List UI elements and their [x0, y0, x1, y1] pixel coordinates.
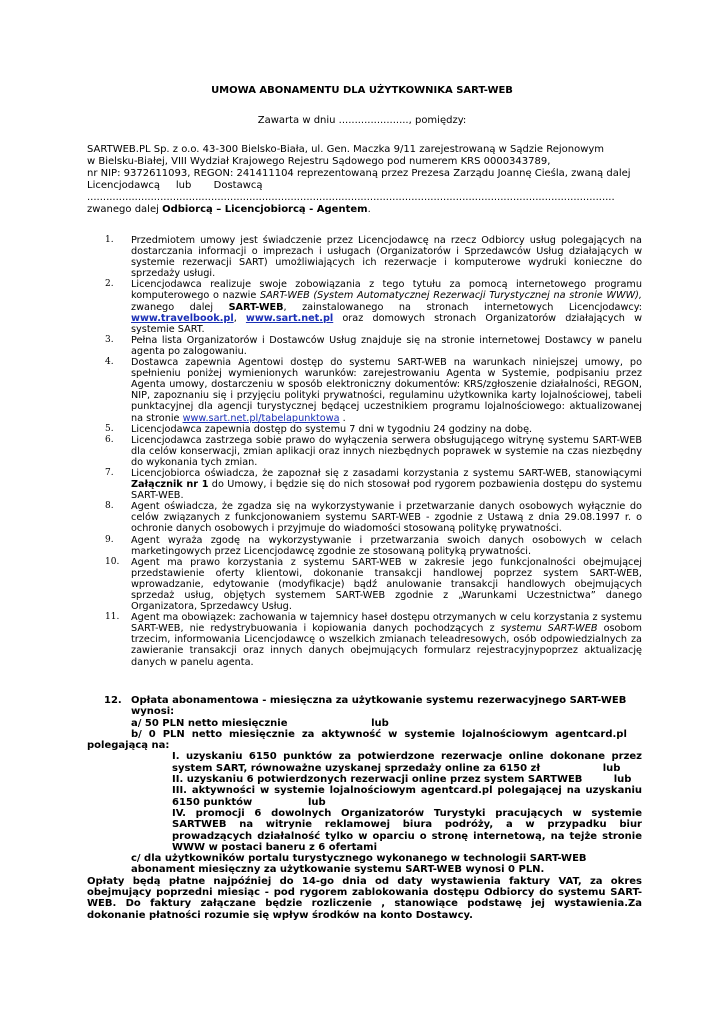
item-number: 10.	[105, 556, 120, 567]
item-number: 2.	[105, 279, 114, 290]
parties-section	[87, 144, 640, 216]
intro-line: nr NIP: 9372611093, REGON: 241411104 reprezentowaną przez Prezesa Zarządu Joannę Cieśla, zwaną dalej	[87, 168, 631, 179]
item-number: 6.	[105, 434, 114, 445]
list-item: 5. Licencjodawca zapewnia dostęp do systemu 7 dni w tygodniu 24 godziny na dobę.	[105, 423, 533, 435]
item-number: 1.	[105, 235, 114, 245]
travelbook-link[interactable]: www.travelbook.pl	[131, 312, 234, 324]
list-item: 2. Licencjodawca realizuje swoje zobowiązania z tego tytułu za pomocą internetowego programu komputerowego o nazwie SART-WEB (System Automatycznej Rezerwacji Turystycznej na stronie WWW), zwanego dalej SART-WEB, zainstalowanego na stronach internetowych Licencjodawcy: www.travelbook.pl, www.sart.net.pl oraz domowych stronach Organizatorów działających w systemie SART.	[105, 279, 643, 335]
item-number: 5.	[105, 423, 114, 434]
document-subtitle: Zawarta w dniu ......................, pomiędzy:	[257, 115, 467, 126]
blank-fill-line: ......................................................................................................................................................................	[87, 192, 615, 203]
fee-option-c: c/ dla użytkowników portalu turystycznego wykonanego w technologii SART-WEB	[131, 853, 587, 865]
list-item: 3. Pełna lista Organizatorów i Dostawców Usług znajduje się na stronie internetowej Dostawcy w panelu agenta po zalogowaniu.	[105, 334, 642, 357]
condition-2: II. uzyskaniu 6 potwierdzonych rezerwacji online przez system SARTWEB lub	[172, 774, 632, 786]
clauses-list	[87, 235, 642, 668]
fee-option-b: b/ 0 PLN netto miesięcznie za aktywność w systemie lojalnościowym agentcard.pl	[131, 728, 627, 740]
list-item	[87, 695, 642, 718]
list-item: 6. Licencjodawca zastrzega sobie prawo do wyłączenia serwera obsługującego witrynę systemu SART-WEB dla celów konserwacji, zmian aplikacji oraz innych niezbędnych poprawek w systemie na czas niezbędny do wykonania tych zmian.	[105, 434, 642, 468]
list-item: 11. Agent ma obowiązek: zachowania w tajemnicy haseł dostępu otrzymanych w celu korzystania z systemu SART-WEB, nie redystrybuowania i kopiowania danych pochodzących z systemu SART-WEB osobom trzecim, informowania Licencjodawcę o wszelkich zmianach teleadresowych, osób odpowiedzialnych za zawieranie transakcji oraz innych danych obejmujących formularz rejestracyjnypoprzez aktualizację danych w panelu agenta.	[105, 612, 642, 668]
fee-option-c-cont: abonament miesięczny za użytkowanie systemu SART-WEB wynosi 0 PLN.	[131, 864, 545, 876]
document-title: UMOWA ABONAMENTU DLA UŻYTKOWNIKA SART-WEB	[211, 85, 513, 96]
fees-section	[87, 695, 646, 921]
agent-role: Odbiorcą – Licencjobiorcą - Agentem	[162, 204, 368, 215]
list-item: 7. Licencjobiorca oświadcza, że zapoznał się z zasadami korzystania z systemu SART-WEB, stanowiącymi Załącznik nr 1 do Umowy, i będzie się do nich stosował pod rygorem pozbawienia dostępu do systemu SART-WEB.	[105, 467, 642, 502]
list-item: 10. Agent ma prawo korzystania z systemu SART-WEB w zakresie jego funkcjonalności obejmującej przedstawienie oferty klientowi, dokonanie transakcji handlowej poprzez system SART-WEB, wprowadzanie, edytowanie (modyfikacje) bądź anulowanie transakcji handlowych obejmujących sprzedaż usług, objętych systemem SART-WEB zgodnie z „Warunkami Uczestnictwa” danego Organizatora, Sprzedawcy Usług.	[105, 556, 642, 613]
fees-heading: Opłata abonamentowa - miesięczna za użytkowanie systemu rezerwacyjnego SART-WEB wynosi:	[131, 695, 627, 718]
intro-line: Licencjodawcą lub Dostawcą	[87, 180, 263, 191]
list-item: 8. Agent oświadcza, że zgadza się na wykorzystywanie i przetwarzanie danych osobowych wyłącznie do celów związanych z funkcjonowaniem systemu SART-WEB - zgodnie z Ustawą z dnia 29.08.1997 r. o ochronie danych osobowych i przyjmuje do wiadomości stosowaną politykę prywatności.	[105, 501, 642, 535]
item-number: 3.	[105, 334, 114, 345]
fee-option-a: a/ 50 PLN netto miesięcznie lub	[131, 717, 389, 729]
item-number: 8.	[105, 501, 114, 512]
fee-option-b-cont: polegającą na:	[87, 740, 170, 752]
list-item: 1. Przedmiotem umowy jest świadczenie przez Licencjodawcę na rzecz Odbiorcy usług polegających na dostarczania informacji o imprezach i usługach (Organizatorów i Sprzedawców Usług działających w systemie rezerwacji SART) umożliwiających ich rezerwacje i komputerowe wydruki konieczne do sprzedaży usługi.	[105, 235, 642, 280]
intro-line: SARTWEB.PL Sp. z o.o. 43-300 Bielsko-Biała, ul. Gen. Maczka 9/11 zarejestrowaną w Sądzie Rejonowym	[87, 144, 605, 155]
intro-line: w Bielsku-Białej, VIII Wydział Krajowego Rejestru Sądowego pod numerem KRS 0000343789,	[87, 156, 551, 167]
item-number: 7.	[105, 467, 114, 478]
item-number: 11.	[105, 612, 120, 623]
item-number: 12.	[104, 695, 122, 706]
sart-net-link[interactable]: www.sart.net.pl	[245, 312, 334, 324]
condition-3: III. aktywności w systemie lojalnościowym agentcard.pl polegającej na uzyskaniu 6150 punktów lub	[172, 785, 646, 808]
points-table-link[interactable]: www.sart.net.pl/tabelapunktowa	[182, 412, 340, 424]
intro-line: zwanego dalej Odbiorcą – Licencjobiorcą - Agentem.	[87, 204, 371, 215]
condition-1: I. uzyskaniu 6150 punktów za potwierdzone rezerwacje online dokonane przez system SART, równoważne uzyskanej sprzedaży online za 6150 zł lub	[172, 751, 646, 774]
condition-4: IV. promocji 6 dowolnych Organizatorów Turystyki pracujących w systemie SARTWEB na witrynie reklamowej biura podróży, a w przypadku biur prowadzących działalność tylko w oparciu o stronę internetową, na tejże stronie WWW w postaci baneru z 6 ofertami	[172, 807, 642, 853]
item-number: 9.	[105, 534, 114, 545]
list-item: 4. Dostawca zapewnia Agentowi dostęp do systemu SART-WEB na warunkach niniejszej umowy, po spełnieniu poniżej wymienionych warunków: zarejestrowaniu Agenta w Systemie, podpisaniu przez Agenta umowy, dostarczeniu w sposób elektroniczny dokumentów: KRS/zgłoszenie działalności, REGON, NIP, zapoznaniu się i przyjęciu polityki prywatności, regulaminu użytkownika karty lojalnościowej, tabeli punktacyjnej dla agencji turystycznej będącej uczestnikiem programu lojalnościowego: aktualizowanej na stronie www.sart.net.pl/tabelapunktowa .	[105, 357, 642, 424]
payment-terms: Opłaty będą płatne najpóźniej do 14-go dnia od daty wystawienia faktury VAT, za okres obejmujący poprzedni miesiąc - pod rygorem zablokowania dostępu Odbiorcy do systemu SART-WEB. Do faktury załączane będzie rozliczenie , stanowiące podstawę jej wystawienia.Za dokonanie płatności rozumie się wpływ środków na konto Dostawcy.	[87, 875, 642, 921]
item-number: 4.	[105, 357, 114, 368]
list-item: 9. Agent wyraża zgodę na wykorzystywanie i przetwarzania swoich danych osobowych w celach marketingowych przez Licencjodawcę zgodnie ze stosowaną polityką prywatności.	[105, 534, 642, 557]
